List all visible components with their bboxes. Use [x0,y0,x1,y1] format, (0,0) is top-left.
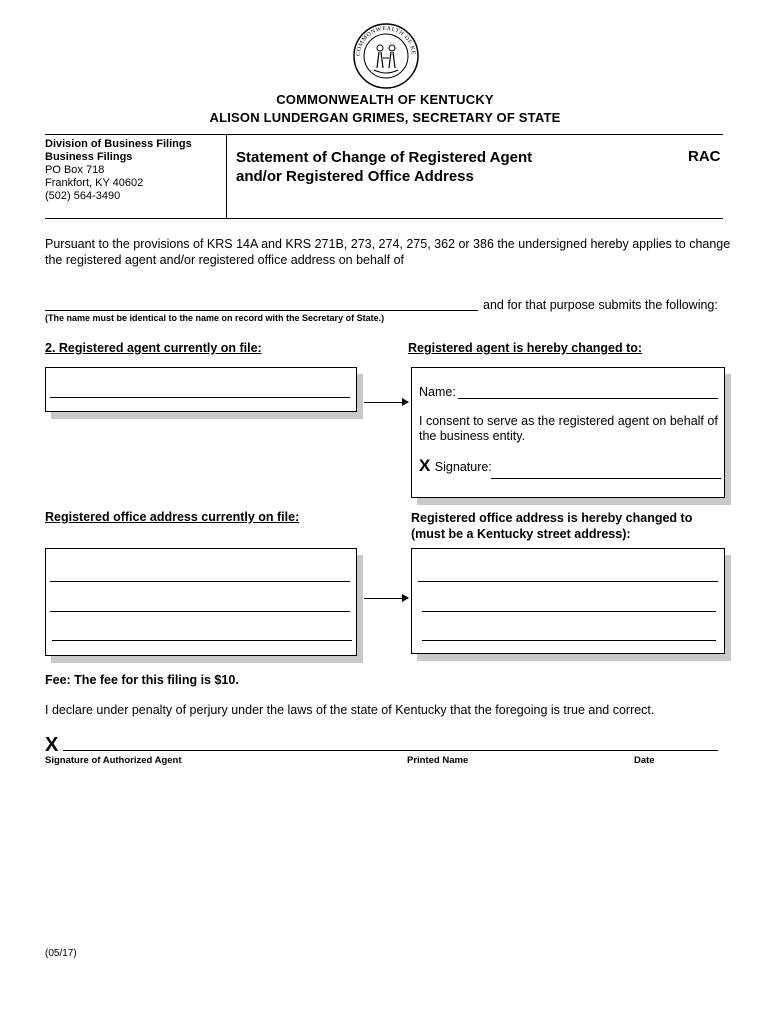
agent-name-label: Name: [419,385,456,399]
agent-x-mark: X [419,456,431,475]
current-office-line2-field[interactable] [50,611,350,612]
new-office-line3-field[interactable] [422,640,716,641]
current-agent-label [45,341,262,355]
printed-name-label: Printed Name [407,755,469,766]
current-agent-box [45,367,357,412]
office-arrow-icon [402,594,409,602]
intro-paragraph: Pursuant to the provisions of KRS 14A and KRS 271B, 273, 274, 275, 362 or 386 the undersigned hereby applies to change the registered agent and/or registered office address on behalf of [45,237,731,267]
new-office-line1-field[interactable] [418,581,718,582]
current-office-label: Registered office address currently on file: [45,510,300,524]
header-divider [226,134,227,218]
secretary-heading: ALISON LUNDERGAN GRIMES, SECRETARY OF STATE [209,110,561,125]
agent-signature-row [419,456,492,476]
form-title-line2: and/or Registered Office Address [236,168,474,185]
declaration-text: I declare under penalty of perjury under the laws of the state of Kentucky that the foregoing is true and correct. [45,703,655,717]
kentucky-seal [352,22,420,90]
current-office-line1-field[interactable] [50,581,350,582]
current-agent-label-text: 2. Registered agent currently on file: [45,341,262,355]
division-name: Division of Business Filings [45,138,192,150]
consent-text: I consent to serve as the registered agent on behalf of the business entity. [419,414,718,443]
office-phone: (502) 564-3490 [45,190,121,202]
unit-name: Business Filings [45,151,133,163]
office-city: Frankfort, KY 40602 [45,177,144,189]
form-title [236,148,532,186]
agent-arrow-icon [402,398,409,406]
entity-name-field[interactable] [45,310,478,311]
fee-text: Fee: The fee for this filing is $10. [45,673,239,687]
form-code: RAC [688,148,721,165]
new-office-label-line1: Registered office address is hereby changed to [411,511,693,525]
agent-signature-label: Signature: [434,460,492,474]
new-agent-box [411,367,725,498]
form-revision: (05/17) [45,948,77,959]
new-office-line2-field[interactable] [422,611,716,612]
purpose-text: and for that purpose submits the following: [483,298,718,312]
new-office-label [411,510,692,542]
office-address-block [45,138,192,203]
new-office-box [411,548,725,654]
signature-label: Signature of Authorized Agent [45,755,182,766]
agent-signature-field[interactable] [491,478,721,479]
current-agent-field[interactable] [50,397,350,398]
header-bottom-rule [45,218,723,219]
agent-arrow-line [364,402,404,403]
new-agent-label: Registered agent is hereby changed to: [408,341,643,355]
po-box: PO Box 718 [45,164,105,176]
form-title-line1: Statement of Change of Registered Agent [236,149,533,166]
current-office-line3-field[interactable] [52,640,352,641]
new-office-label-line2: (must be a Kentucky street address): [411,527,631,541]
current-office-box [45,548,357,656]
top-rule [45,134,723,135]
svg-text:COMMONWEALTH OF KENTUCKY [352,22,416,56]
date-label: Date [634,755,655,766]
seal-text: COMMONWEALTH OF KE [355,25,417,57]
commonwealth-heading: COMMONWEALTH OF KENTUCKY [276,92,494,107]
agent-name-field[interactable] [458,398,718,399]
signature-x-mark: X [45,734,59,756]
name-note: (The name must be identical to the name on record with the Secretary of State.) [45,313,385,323]
signature-line-field[interactable] [63,750,718,751]
office-arrow-line [364,598,404,599]
